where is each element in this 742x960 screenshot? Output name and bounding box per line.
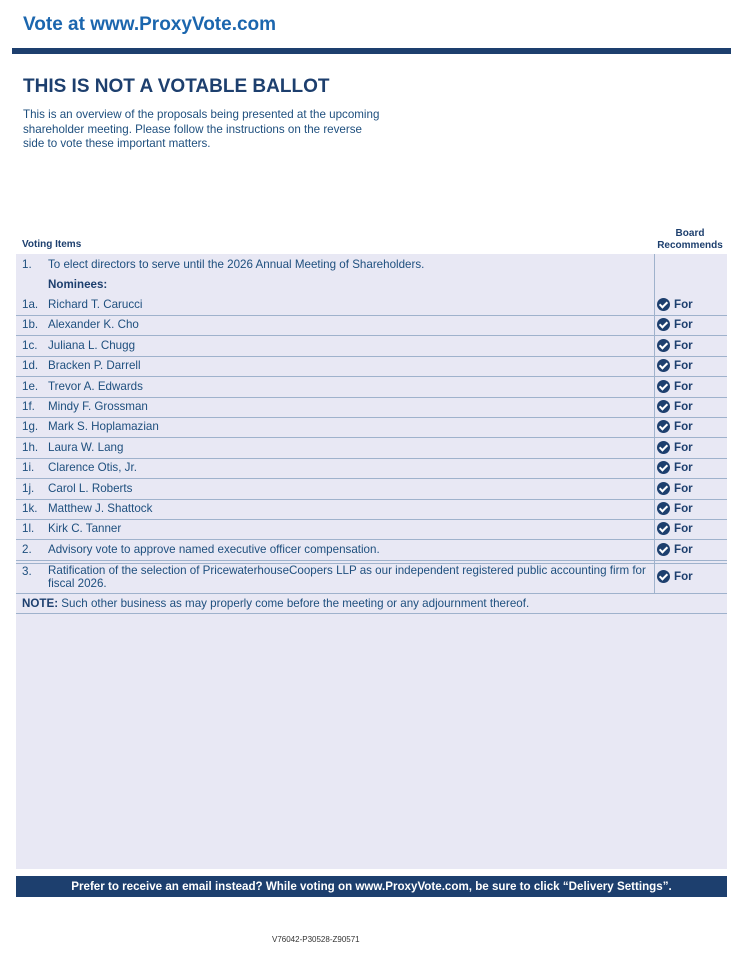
- item-text: Bracken P. Darrell: [48, 359, 141, 373]
- column-header-voting-items: Voting Items: [22, 239, 82, 250]
- checkmark-icon: [657, 400, 670, 413]
- item-text: Trevor A. Edwards: [48, 379, 143, 393]
- checkmark-icon: [657, 502, 670, 515]
- item-text: Juliana L. Chugg: [48, 338, 136, 352]
- row-divider: [16, 593, 727, 594]
- board-recommendation: [657, 339, 693, 352]
- item-text: Alexander K. Cho: [48, 318, 139, 332]
- document-code: V76042-P30528-Z90571: [272, 935, 360, 944]
- row-divider: [16, 437, 727, 438]
- proposal-number: 1.: [22, 258, 32, 271]
- item-number: 1i.: [22, 461, 35, 475]
- recommendation-label: For: [674, 298, 693, 311]
- board-recommendation: [657, 502, 693, 515]
- recommendation-label: For: [674, 481, 693, 495]
- item-number: 1b.: [22, 318, 39, 332]
- note: [22, 597, 529, 610]
- recommendation-label: For: [674, 338, 693, 352]
- recommendation-label: For: [674, 420, 693, 434]
- row-divider: [16, 356, 727, 357]
- board-recommendation: [657, 482, 693, 495]
- recommendation-label: For: [674, 379, 693, 393]
- item-text: Kirk C. Tanner: [48, 522, 122, 536]
- item-number: 1l.: [22, 522, 35, 536]
- checkmark-icon: [657, 461, 670, 474]
- item-number: 1a.: [22, 298, 39, 311]
- column-header-board-recommends: [654, 228, 726, 251]
- column-divider: [654, 254, 655, 593]
- recommendation-label: For: [674, 359, 693, 373]
- checkmark-icon: [657, 441, 670, 454]
- item-number: 1h.: [22, 440, 39, 454]
- row-divider: [16, 458, 727, 459]
- page-title: THIS IS NOT A VOTABLE BALLOT: [23, 76, 330, 97]
- row-divider: [16, 315, 727, 316]
- checkmark-icon: [657, 380, 670, 393]
- checkmark-icon: [657, 359, 670, 372]
- recommendation-label: For: [674, 318, 693, 332]
- item-text: Matthew J. Shattock: [48, 502, 153, 515]
- recommendation-label: For: [674, 461, 693, 475]
- row-divider: [16, 417, 727, 418]
- item-text: Clarence Otis, Jr.: [48, 461, 137, 475]
- row-divider: [16, 613, 727, 614]
- row-divider: [16, 519, 727, 520]
- item-text: Carol L. Roberts: [48, 481, 133, 495]
- checkmark-icon: [657, 339, 670, 352]
- row-divider: [16, 376, 727, 377]
- item-number: 1c.: [22, 338, 38, 352]
- row-divider: [16, 539, 727, 540]
- item-number: 1j.: [22, 481, 35, 495]
- board-recommendation: [657, 400, 693, 413]
- email-delivery-banner: Prefer to receive an email instead? While voting on www.ProxyVote.com, be sure to click “Delivery Settings”.: [16, 876, 727, 897]
- board-recommendation: [657, 543, 693, 556]
- item-text: Laura W. Lang: [48, 440, 124, 454]
- note-label: NOTE:: [22, 597, 59, 610]
- item-text: Mark S. Hoplamazian: [48, 420, 159, 434]
- checkmark-icon: [657, 482, 670, 495]
- board-recommendation: [657, 359, 693, 372]
- recommendation-label: For: [674, 440, 693, 454]
- proposal-number: 3.: [22, 565, 32, 578]
- nominees-label: Nominees:: [48, 278, 108, 291]
- item-text: Richard T. Carucci: [48, 298, 143, 311]
- board-recommendation: [657, 570, 693, 583]
- checkmark-icon: [657, 298, 670, 311]
- checkmark-icon: [657, 570, 670, 583]
- item-text: Mindy F. Grossman: [48, 400, 148, 413]
- board-recommendation: [657, 380, 693, 393]
- row-divider: [16, 560, 727, 561]
- recommendation-label: For: [674, 522, 693, 536]
- board-recommendation: [657, 461, 693, 474]
- checkmark-icon: [657, 543, 670, 556]
- checkmark-icon: [657, 420, 670, 433]
- recommendation-label: For: [674, 502, 693, 515]
- row-divider: [16, 397, 727, 398]
- board-recommendation: [657, 441, 693, 454]
- board-recommendation: [657, 318, 693, 331]
- row-divider: [16, 335, 727, 336]
- note-text: Such other business as may properly come before the meeting or any adjournment thereof.: [58, 597, 530, 610]
- recommendation-label: For: [674, 570, 693, 583]
- item-text: Advisory vote to approve named executive officer compensation.: [48, 542, 380, 556]
- checkmark-icon: [657, 522, 670, 535]
- board-recommendation: [657, 522, 693, 535]
- item-number: 1g.: [22, 420, 39, 434]
- header-divider: [12, 48, 731, 54]
- intro-text: This is an overview of the proposals being presented at the upcoming shareholder meeting. Please follow the instructions on the reverse side to vote these important matters.: [23, 108, 380, 150]
- item-number: 2.: [22, 542, 32, 556]
- item-number: 1e.: [22, 379, 39, 393]
- recommendation-label: For: [674, 542, 693, 556]
- proxyvote-link[interactable]: Vote at www.ProxyVote.com: [23, 14, 277, 35]
- column-header-board: Board: [675, 228, 705, 239]
- proposal-text: Ratification of the selection of PricewaterhouseCoopers LLP as our independent registered public accounting firm for fiscal 2026.: [48, 564, 646, 590]
- row-divider: [16, 499, 727, 500]
- board-recommendation: [657, 298, 693, 311]
- item-number: 1k.: [22, 502, 38, 515]
- item-number: 1d.: [22, 359, 39, 373]
- recommendation-label: For: [674, 400, 693, 413]
- proposal-text: To elect directors to serve until the 2026 Annual Meeting of Shareholders.: [48, 258, 425, 271]
- column-header-recommends: Recommends: [657, 239, 723, 251]
- row-divider: [16, 478, 727, 479]
- checkmark-icon: [657, 318, 670, 331]
- item-number: 1f.: [22, 400, 35, 413]
- board-recommendation: [657, 420, 693, 433]
